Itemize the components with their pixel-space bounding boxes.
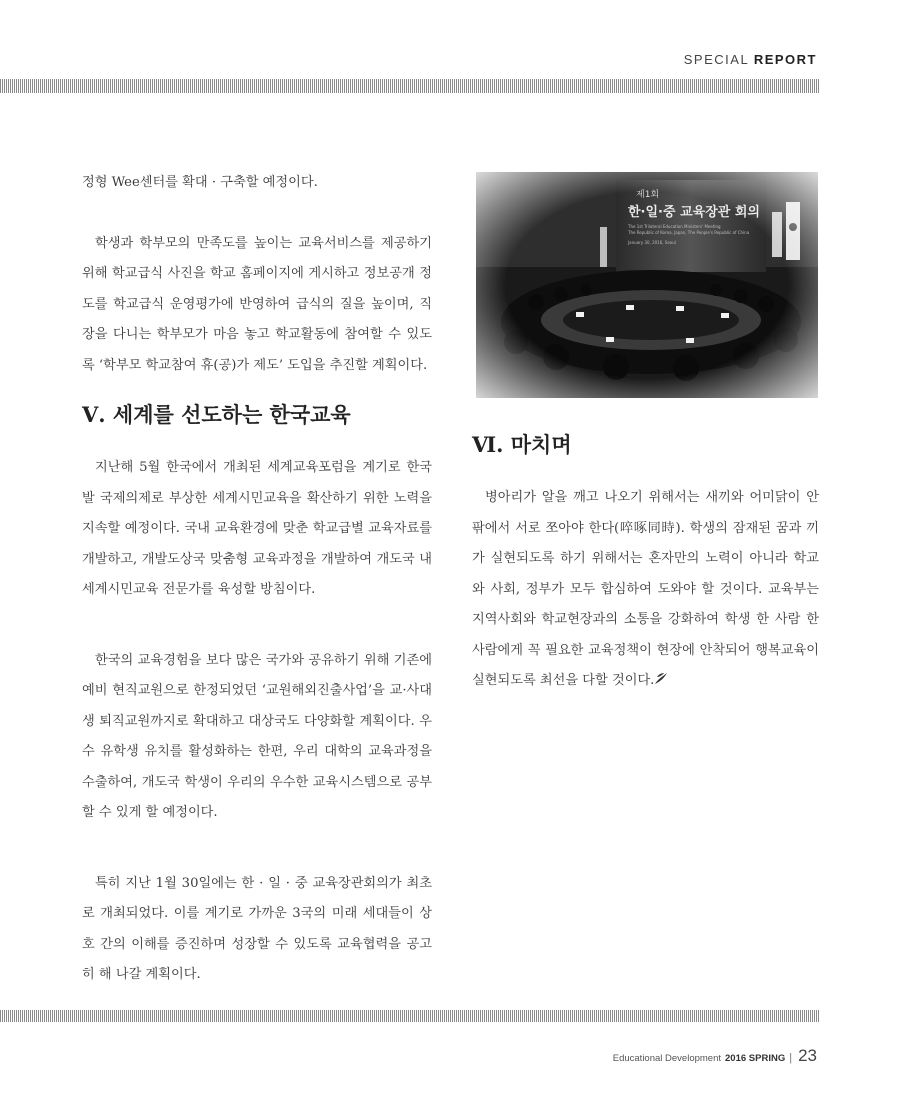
section-label-bold: REPORT <box>753 52 817 67</box>
section-heading-6: Ⅵ. 마치며 <box>472 432 572 457</box>
paragraph: 학생과 학부모의 만족도를 높이는 교육서비스를 제공하기 위해 학교급식 사진을 학교 홈페이지에 게시하고 정보공개 정도를 학교급식 운영평가에 반영하여 급식의 질을 높이며, 직장을 다니는 학부모가 마음 놓고 학교활동에 참여할 수 있도록 ‘학부모 학교참여 휴(공)가 제도’ 도입을 추진할 계획이다. <box>82 235 432 373</box>
magazine-name: Educational Development <box>612 1053 722 1064</box>
top-divider <box>0 79 819 93</box>
section-label <box>684 52 817 67</box>
closing-paragraph-text: 병아리가 알을 깨고 나오기 위해서는 새끼와 어미닭이 안팎에서 서로 쪼아야 한다(啐啄同時). 학생의 잠재된 꿈과 끼가 실현되도록 하기 위해서는 혼자만의 노력이 아니라 학교와 사회, 정부가 모두 합심하여 도와야 할 것이다. 교육부는 지역사회와 학교현장과의 소통을 강화하여 학생 한 사람 한 사람에게 꼭 필요한 교육정책이 현장에 안착되어 행복교육이 실현되도록 최선을 다할 것이다. <box>472 490 819 688</box>
right-column <box>472 483 819 697</box>
paragraph <box>472 483 819 697</box>
conference-photo-illustration <box>476 172 818 398</box>
paragraph: 특히 지난 1월 30일에는 한 · 일 · 중 교육장관회의가 최초로 개최되었다. 이를 계기로 가까운 3국의 미래 세대들이 상호 간의 이해를 증진하며 성장할 수 있도록 교육협력을 공고히 해 나갈 계획이다. <box>82 875 432 982</box>
left-column-section5 <box>82 453 432 991</box>
leaf-end-mark-icon <box>654 672 668 685</box>
section-label-light: SPECIAL <box>683 52 749 67</box>
paragraph: 한국의 교육경험을 보다 많은 국가와 공유하기 위해 기존에 예비 현직교원으로 한정되었던 ‘교원해외진출사업’을 교·사대생 퇴직교원까지로 확대하고 대상국도 다양화할 계획이다. 우수 유학생 유치를 활성화하는 한편, 우리 대학의 교육과정을 수출하여, 개도국 학생이 우리의 우수한 교육시스템으로 공부할 수 있게 할 예정이다. <box>82 652 432 820</box>
bottom-divider <box>0 1010 819 1022</box>
page-footer <box>613 1046 817 1066</box>
section-heading-5: Ⅴ. 세계를 선도하는 한국교육 <box>82 402 351 427</box>
issue-season: 2016 SPRING <box>725 1053 786 1064</box>
paragraph: 지난해 5월 한국에서 개최된 세계교육포럼을 계기로 한국발 국제의제로 부상한 세계시민교육을 확산하기 위한 노력을 지속할 예정이다. 국내 교육환경에 맞춘 학교급별 교육자료를 개발하고, 개발도상국 맞춤형 교육과정을 개발하여 개도국 내 세계시민교육 전문가를 육성할 방침이다. <box>82 460 432 597</box>
conference-photo <box>476 172 818 398</box>
left-column <box>82 168 432 381</box>
page-number: 23 <box>798 1046 817 1065</box>
paragraph: 정형 Wee센터를 확대 · 구축할 예정이다. <box>82 175 318 190</box>
footer-separator: | <box>789 1052 793 1064</box>
